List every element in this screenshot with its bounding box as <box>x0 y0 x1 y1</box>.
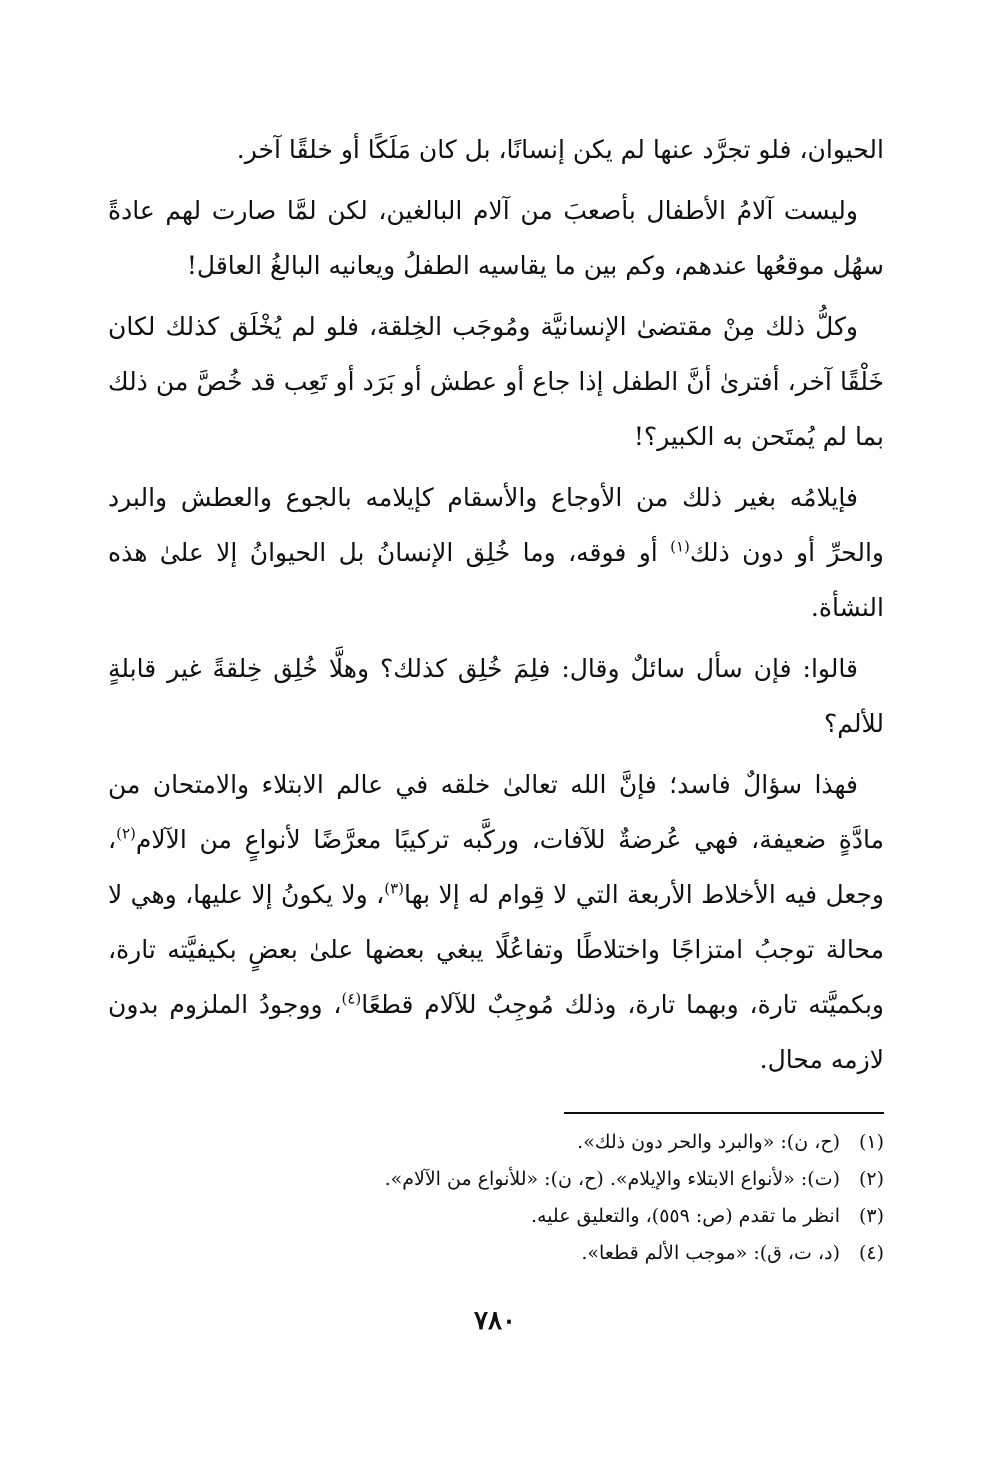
footnote-3 <box>108 1198 884 1235</box>
footnote-number: (١) <box>858 1131 884 1153</box>
paragraph-4-text-b: أو فوقه، وما خُلِق الإنسانُ بل الحيوانُ إلا علىٰ هذه النشأة. <box>108 538 884 622</box>
paragraph-6-text-b: ، وجعل فيه الأخلاط الأربعة التي لا قِوام له إلا بها <box>108 825 884 909</box>
footnote-text: (ح، ن): «والبرد والحر دون ذلك». <box>577 1131 840 1153</box>
paragraph-2 <box>108 183 884 293</box>
paragraph-1 <box>108 122 884 177</box>
paragraph-6 <box>108 757 884 1087</box>
footnote-number: (٣) <box>858 1205 884 1227</box>
paragraph-4-text-a: فإيلامُه بغير ذلك من الأوجاع والأسقام كإيلامه بالجوع والعطش والبرد والحرِّ أو دون ذلك <box>108 483 884 567</box>
footnote-ref-2[interactable]: (٢) <box>116 824 136 843</box>
paragraph-6-text-a: فهذا سؤالٌ فاسد؛ فإنَّ الله تعالىٰ خلقه في عالم الابتلاء والامتحان من مادَّةٍ ضعيفة، فهي عُرضةٌ للآفات، وركَّبه تركيبًا معرَّضًا لأنواعٍ من الآلام <box>108 770 884 854</box>
footnote-divider <box>564 1112 884 1114</box>
paragraph-4 <box>108 470 884 635</box>
footnote-ref-1[interactable]: (١) <box>670 537 690 556</box>
paragraph-6-text-c: ، ولا يكونُ إلا عليها، وهي لا محالة توجبُ امتزاجًا واختلاطًا وتفاعُلًا يبغي بعضها علىٰ بعضٍ بكيفيَّته تارة، وبكميَّته تارة، وبهما تارة، وذلك مُوجِبٌ للآلام قطعًا <box>108 880 884 1019</box>
paragraph-2-text: وليست آلامُ الأطفال بأصعبَ من آلام البالغين، لكن لمَّا صارت لهم عادةً سهُل موقعُها عندهم، وكم بين ما يقاسيه الطفلُ ويعانيه البالغُ العاقل! <box>108 196 884 280</box>
footnote-2 <box>108 1161 884 1198</box>
page-number: ٧٨٠ <box>474 1306 516 1336</box>
paragraph-5 <box>108 641 884 751</box>
paragraph-3-text: وكلُّ ذلك مِنْ مقتضىٰ الإنسانيَّة ومُوجَب الخِلقة، فلو لم يُخْلَق كذلك لكان خَلْقًا آخر، أفترىٰ أنَّ الطفل إذا جاع أو عطش أو بَرَد أو تَعِب قد خُصَّ من ذلك بما لم يُمتَحن به الكبير؟! <box>108 312 884 451</box>
paragraph-6-text-d: ، ووجودُ الملزوم بدون لازمه محال. <box>108 990 884 1074</box>
footnotes-section <box>108 1124 884 1272</box>
footnote-number: (٢) <box>858 1168 884 1190</box>
paragraph-3 <box>108 299 884 464</box>
main-text <box>108 122 884 1093</box>
footnote-ref-3[interactable]: (٣) <box>384 879 404 898</box>
paragraph-5-text: قالوا: فإن سأل سائلٌ وقال: فلِمَ خُلِق كذلك؟ وهلَّا خُلِق خِلقةً غير قابلةٍ للألم؟ <box>108 654 884 738</box>
footnote-text: (ت): «لأنواع الابتلاء والإيلام». (ح، ن): «للأنواع من الآلام». <box>384 1168 840 1190</box>
paragraph-1-text: الحيوان، فلو تجرَّد عنها لم يكن إنسانًا، بل كان مَلَكًا أو خلقًا آخر. <box>236 135 884 164</box>
footnote-text: انظر ما تقدم (ص: ٥٥٩)، والتعليق عليه. <box>530 1205 840 1227</box>
footnote-text: (د، ت، ق): «موجب الألم قطعا». <box>581 1242 840 1264</box>
footnote-4 <box>108 1235 884 1272</box>
footnote-ref-4[interactable]: (٤) <box>341 989 362 1008</box>
footnote-1 <box>108 1124 884 1161</box>
footnote-number: (٤) <box>858 1242 884 1264</box>
